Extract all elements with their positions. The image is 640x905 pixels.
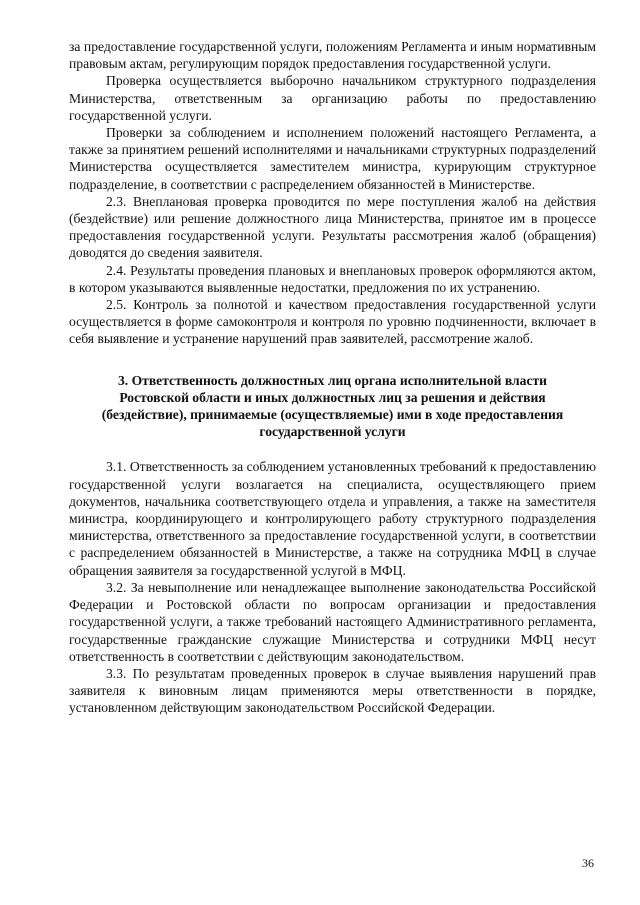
paragraph: 3.2. За невыполнение или ненадлежащее выполнение законодательства Российской Федерации и Ростовской области по вопросам организации и предоставления государственной услуги, а также требований настоящего Административного регламента, государственные гражданские служащие Министерства и сотрудники МФЦ несут ответственность в соответствии с действующим законодательством.: [69, 579, 596, 664]
paragraph: за предоставление государственной услуги, положениям Регламента и иным нормативным правовым актам, регулирующим порядок предоставления государственной услуги.: [69, 39, 596, 72]
paragraph: 3.3. По результатам проведенных проверок в случае выявления нарушений прав заявителя к виновным лицам применяются меры ответственности в порядке, установленном действующим законодательством Российской Федерации.: [69, 665, 596, 716]
paragraph: 3.1. Ответственность за соблюдением установленных требований к предоставлению государственной услуги возлагается на специалиста, осуществляющего прием документов, начальника соответствующего отдела и управления, а также на заместителя министра, координирующего и контролирующего работу структурного подразделения министерства, ответственного за предоставление государственной услуги, в соответствии с распределением обязанностей в Министерстве, а также на сотрудника МФЦ в случае обращения заявителя за государственной услугой в МФЦ.: [69, 459, 596, 578]
paragraph: Проверка осуществляется выборочно начальником структурного подразделения Министерства, ответственным за организацию работы по предоставлению государственной услуги.: [69, 73, 596, 123]
heading-line: Ростовской области и иных должностных лиц за решения и действия: [119, 389, 546, 405]
spacer: [69, 440, 596, 458]
paragraph: 2.4. Результаты проведения плановых и внеплановых проверок оформляются актом, в котором указываются выявленные недостатки, предложения по их устранению.: [69, 262, 596, 295]
paragraph: 2.3. Внеплановая проверка проводится по мере поступления жалоб на действия (бездействие) или решение должностного лица Министерства, принятое им в процессе предоставления государственной услуги. Результаты рассмотрения жалоб (обращения) доводятся до сведения заявителя.: [69, 193, 596, 261]
heading-line: (бездействие), принимаемые (осуществляемые) ими в ходе предоставления: [101, 407, 564, 423]
section-3-paragraphs: [69, 458, 596, 716]
section-2-paragraphs: [69, 38, 596, 348]
paragraph: Проверки за соблюдением и исполнением положений настоящего Регламента, а также за принятием решений исполнителями и начальниками структурных подразделений Министерства осуществляется заместителем министра, курирующим структурное подразделение, в соответствии с распределением обязанностей в Министерстве.: [69, 125, 596, 192]
heading-line: 3. Ответственность должностных лиц органа исполнительной власти: [117, 372, 548, 388]
heading-line: государственной услуги: [259, 424, 406, 440]
page-number: 36: [582, 856, 594, 870]
document-body: [69, 38, 596, 717]
paragraph: 2.5. Контроль за полнотой и качеством предоставления государственной услуги осуществляется в форме самоконтроля и контроля по уровню подчиненности, включает в себя выявление и устранение нарушений прав заявителей, рассмотрение жалоб.: [69, 297, 596, 347]
section-3-heading: [69, 372, 596, 441]
